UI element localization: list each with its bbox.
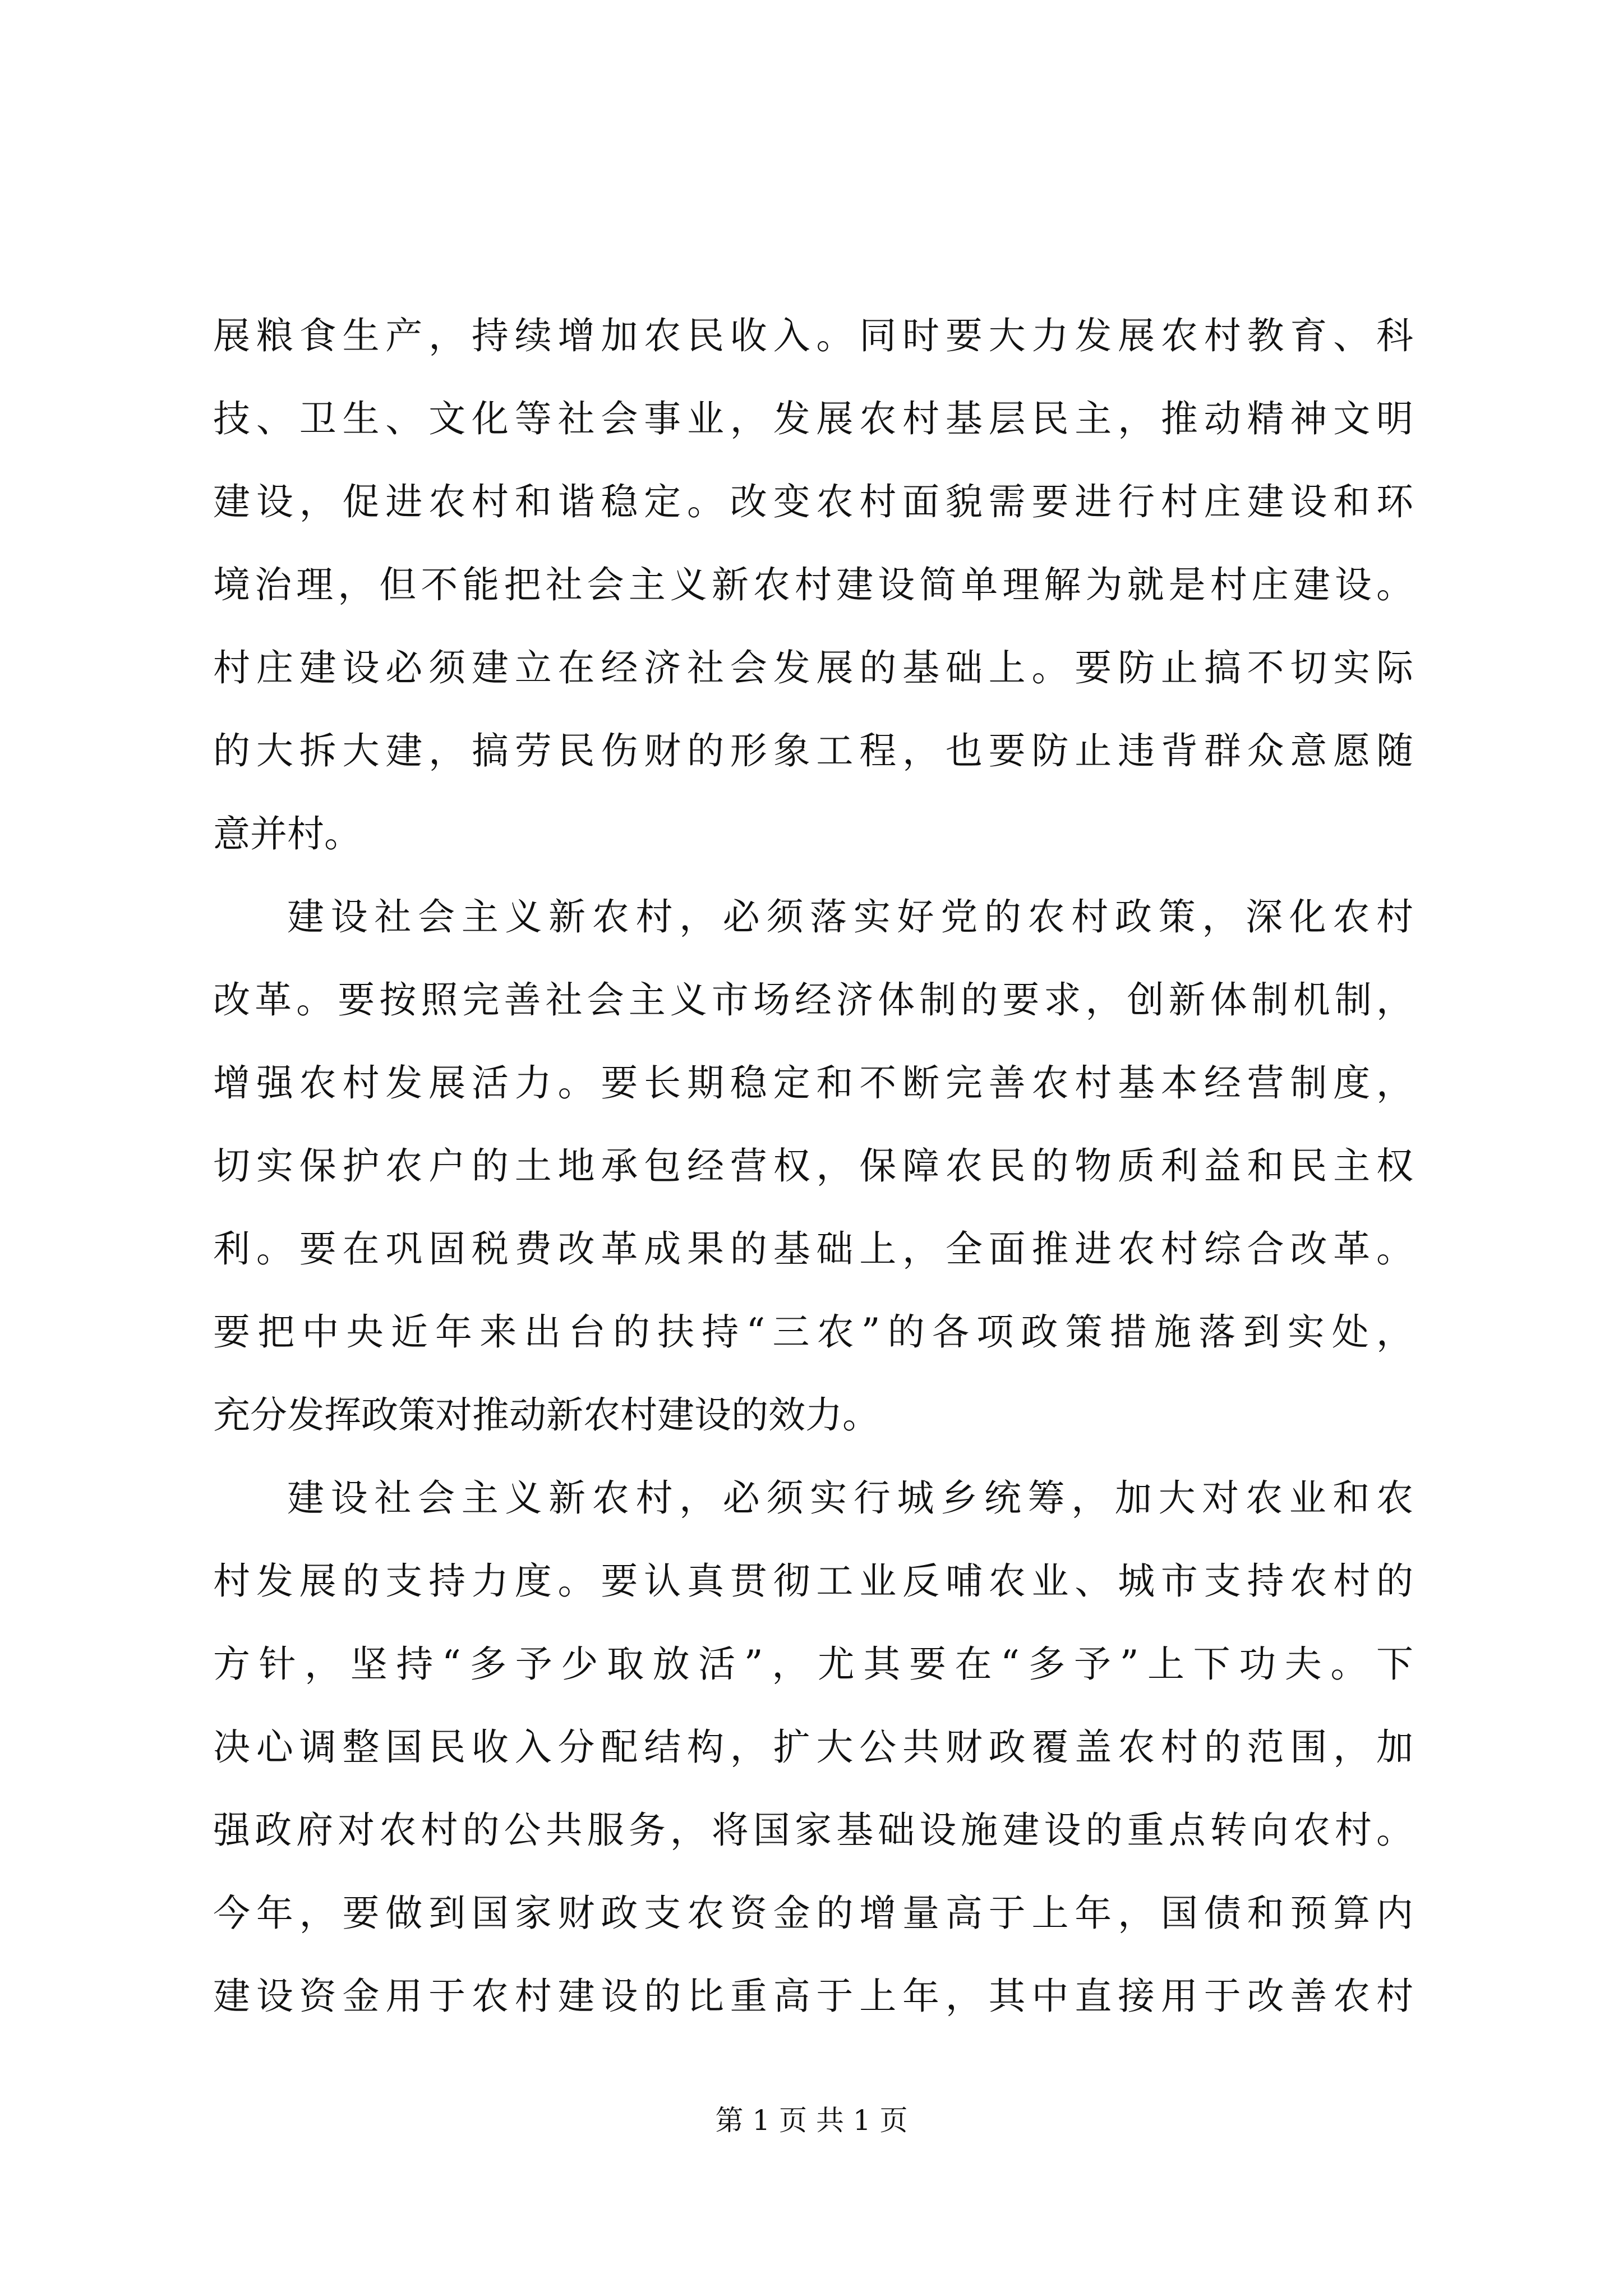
paragraph-1-line-6: 的大拆大建，搞劳民伤财的形象工程，也要防止违背群众意愿随 <box>213 729 1413 772</box>
paragraph-1-line-4: 境治理，但不能把社会主义新农村建设简单理解为就是村庄建设。 <box>213 563 1413 606</box>
paragraph-2-line-5: 利。要在巩固税费改革成果的基础上，全面推进农村综合改革。 <box>213 1227 1413 1271</box>
paragraph-1-line-7: 意并村。 <box>213 812 361 855</box>
page-number-footer: 第 1 页 共 1 页 <box>715 2104 908 2137</box>
paragraph-3-line-2: 村发展的支持力度。要认真贯彻工业反哺农业、城市支持农村的 <box>213 1559 1413 1603</box>
paragraph-2-line-2: 改革。要按照完善社会主义市场经济体制的要求，创新体制机制， <box>213 978 1413 1022</box>
paragraph-2-line-6: 要把中央近年来出台的扶持“三农”的各项政策措施落到实处， <box>213 1310 1413 1354</box>
paragraph-3-line-1: 建设社会主义新农村，必须实行城乡统筹，加大对农业和农 <box>287 1476 1413 1520</box>
paragraph-3-line-6: 今年，要做到国家财政支农资金的增量高于上年，国债和预算内 <box>213 1892 1413 1935</box>
paragraph-3-line-7: 建设资金用于农村建设的比重高于上年，其中直接用于改善农村 <box>213 1975 1413 2018</box>
paragraph-2-line-4: 切实保护农户的土地承包经营权，保障农民的物质利益和民主权 <box>213 1144 1413 1188</box>
paragraph-3-line-3: 方针，坚持“多予少取放活”，尤其要在“多予”上下功夫。下 <box>213 1642 1413 1686</box>
paragraph-2-line-1: 建设社会主义新农村，必须落实好党的农村政策，深化农村 <box>287 895 1413 938</box>
document-body <box>213 295 1413 2038</box>
paragraph-1-line-5: 村庄建设必须建立在经济社会发展的基础上。要防止搞不切实际 <box>213 646 1413 689</box>
paragraph-2-line-7: 充分发挥政策对推动新农村建设的效力。 <box>213 1393 879 1437</box>
paragraph-3-line-4: 决心调整国民收入分配结构，扩大公共财政覆盖农村的范围，加 <box>213 1726 1413 1769</box>
paragraph-3-line-5: 强政府对农村的公共服务，将国家基础设施建设的重点转向农村。 <box>213 1809 1413 1852</box>
paragraph-2-line-3: 增强农村发展活力。要长期稳定和不断完善农村基本经营制度， <box>213 1061 1413 1105</box>
paragraph-1-line-2: 技、卫生、文化等社会事业，发展农村基层民主，推动精神文明 <box>213 397 1413 440</box>
paragraph-1-line-1: 展粮食生产，持续增加农民收入。同时要大力发展农村教育、科 <box>213 314 1413 357</box>
paragraph-1-line-3: 建设，促进农村和谐稳定。改变农村面貌需要进行村庄建设和环 <box>213 480 1413 523</box>
